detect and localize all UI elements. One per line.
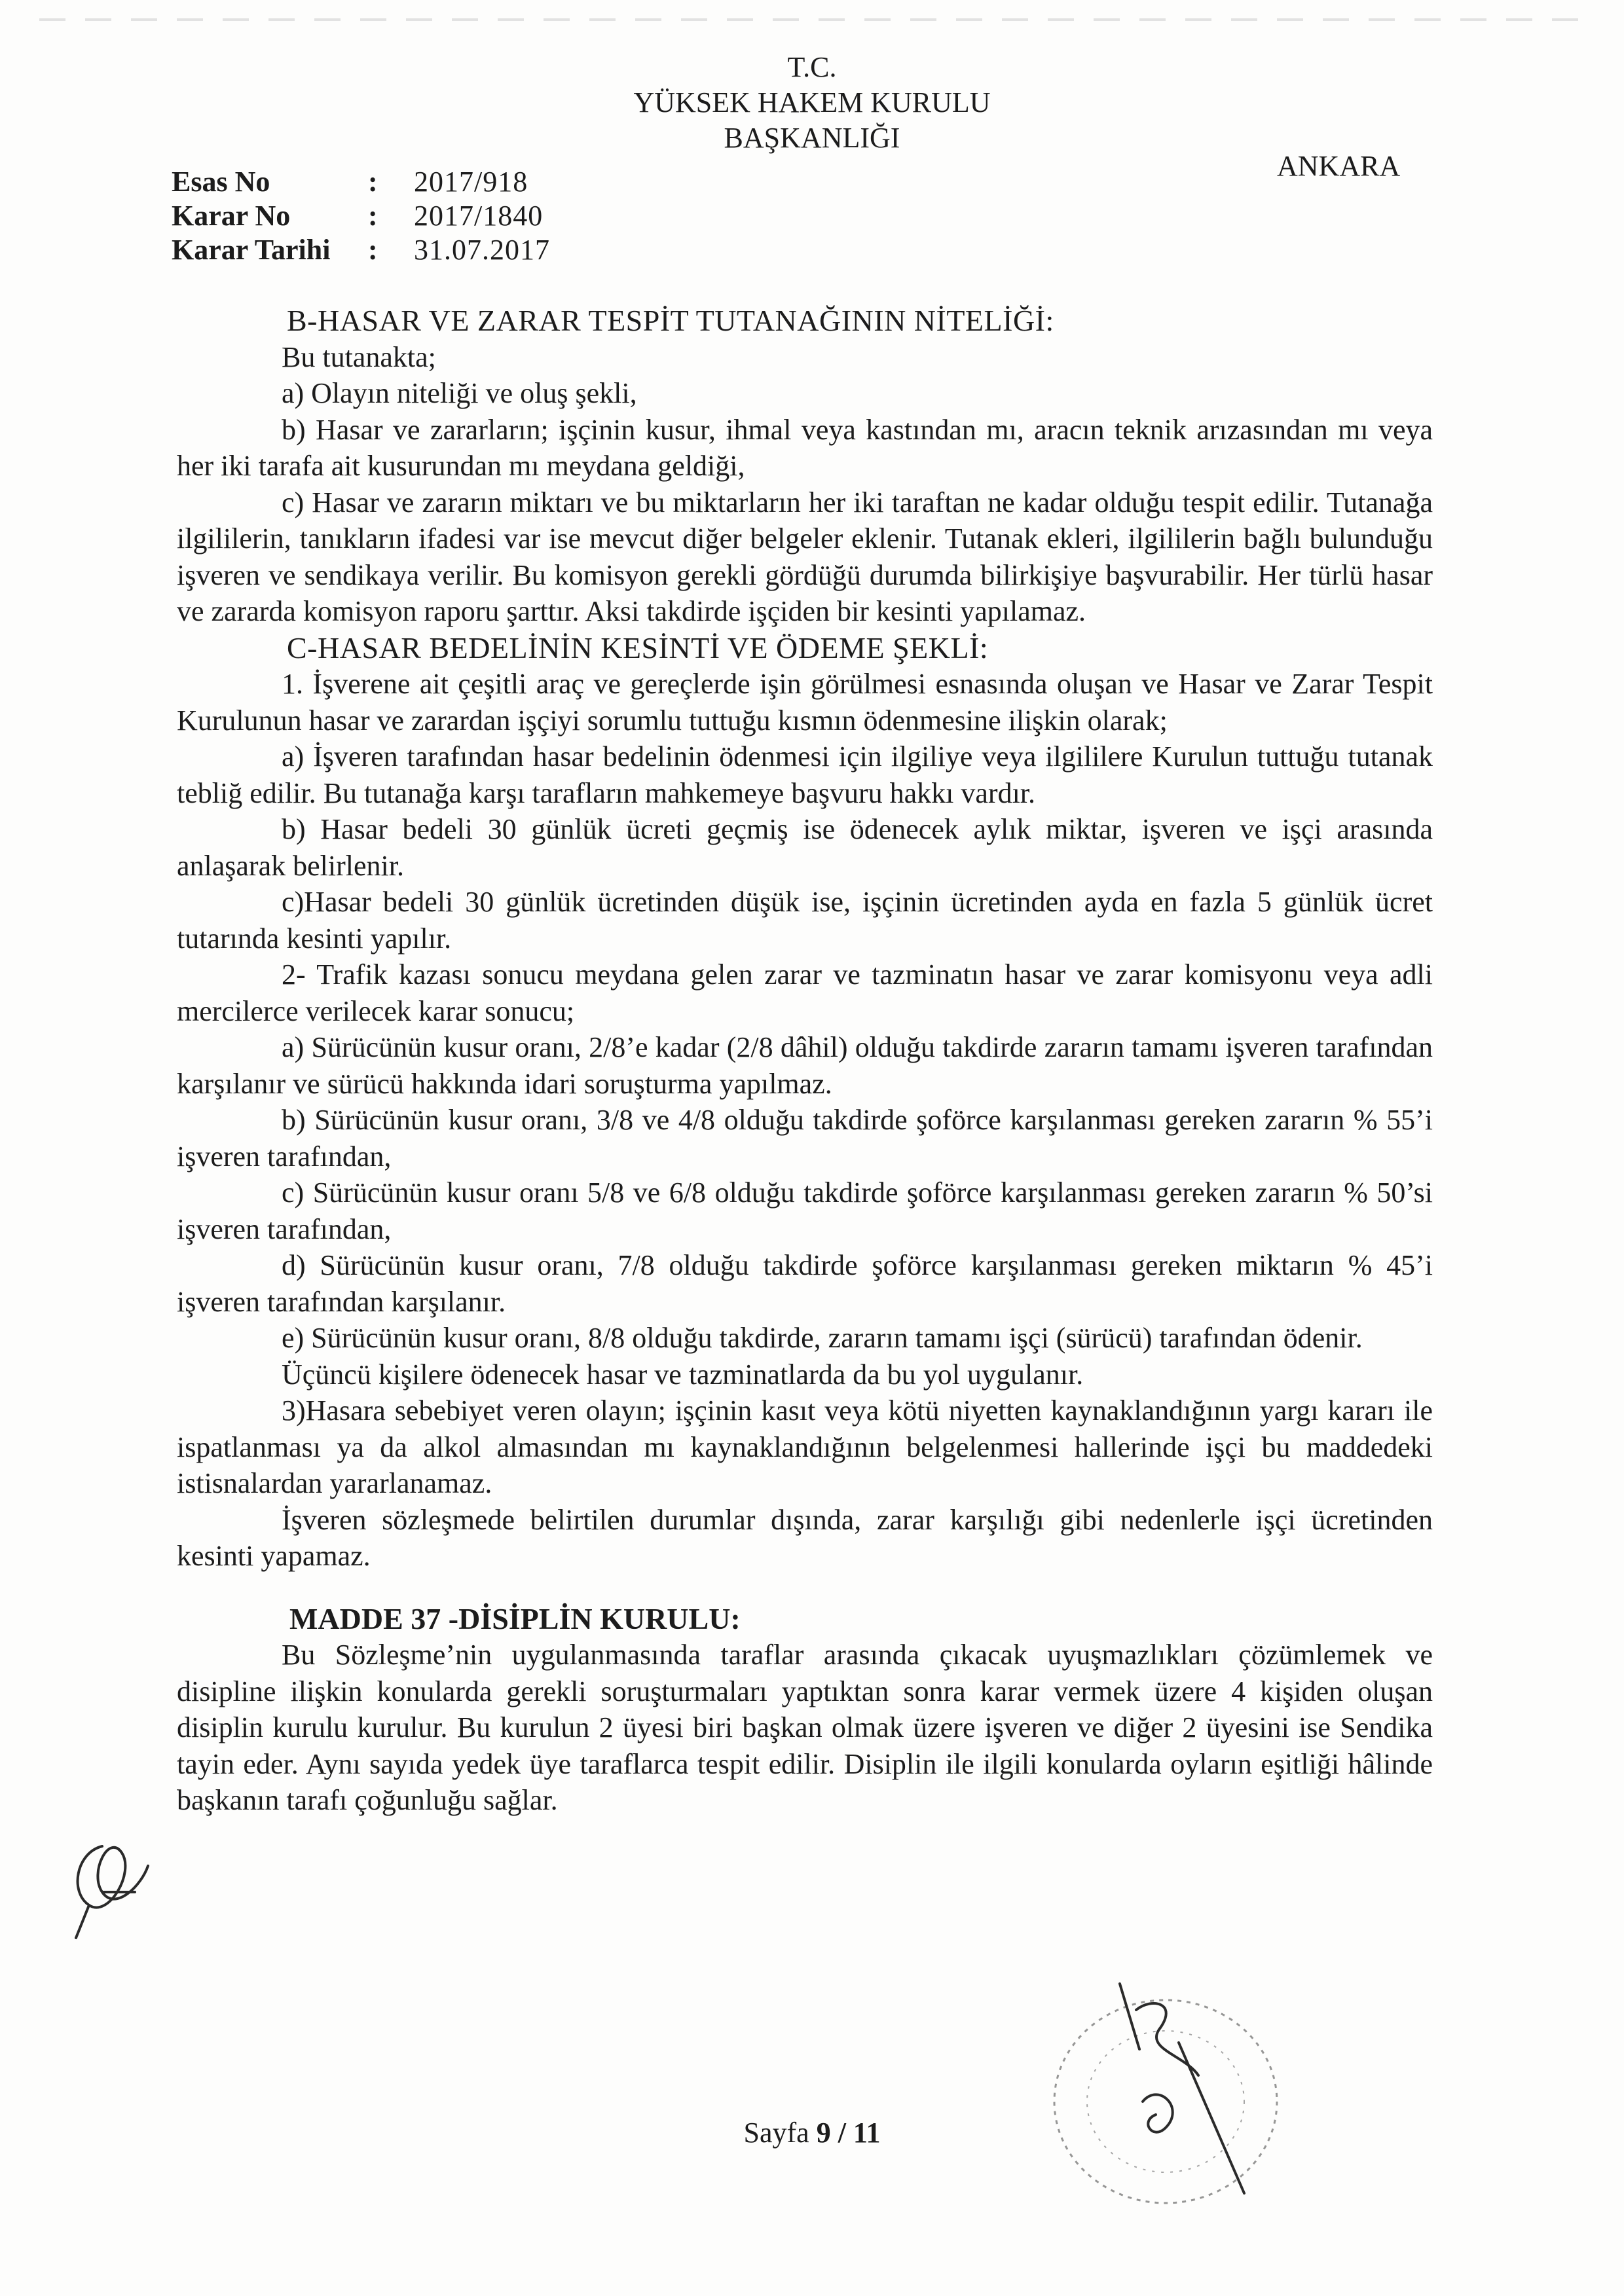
tarih-value: 31.07.2017 — [414, 234, 550, 266]
section-b-item-a: a) Olayın niteliği ve oluş şekli, — [282, 377, 637, 409]
section-c-item-2a: a) Sürücünün kusur oranı, 2/8’e kadar (2/8 dâhil) olduğu takdirde zararın tamamı işveren tarafından karşılanır ve sürücü hakkında idari soruşturma yapılmaz. — [177, 1031, 1433, 1100]
karar-row — [172, 199, 550, 233]
article-37-heading: MADDE 37 -DİSİPLİN KURULU: — [289, 1601, 741, 1635]
header-institution: YÜKSEK HAKEM KURULU — [633, 86, 991, 118]
section-b-item-c: c) Hasar ve zararın miktarı ve bu miktarların her iki taraftan ne kadar olduğu tespit edilir. Tutanağa ilgililerin, tanıkların ifadesi var ise mevcut diğer belgeler eklenir. Tutanak ekleri, ilgililerin bağlı bulunduğu işveren ve sendikaya verilir. Bu komisyon gerekli gördüğü durumda bilirkişiye başvurabilir. Her türlü hasar ve zararda komisyon raporu şarttır. Aksi takdirde işçiden bir kesinti yapılamaz. — [177, 486, 1433, 627]
esas-row — [172, 165, 550, 199]
case-metadata — [172, 165, 550, 267]
section-c-item-2e: e) Sürücünün kusur oranı, 8/8 olduğu takdirde, zararın tamamı işçi (sürücü) tarafından ödenir. — [282, 1322, 1363, 1354]
section-b-heading: B-HASAR VE ZARAR TESPİT TUTANAĞININ NİTELİĞİ: — [287, 304, 1054, 337]
section-c-third-parties: Üçüncü kişilere ödenecek hasar ve tazminatlarda da bu yol uygulanır. — [282, 1358, 1084, 1391]
esas-colon: : — [368, 166, 378, 198]
tarih-row — [172, 233, 550, 267]
section-c-employer-note: İşveren sözleşmede belirtilen durumlar dışında, zarar karşılığı gibi nedenlerle işçi ücretinden kesinti yapamaz. — [177, 1503, 1433, 1572]
karar-colon: : — [368, 200, 378, 232]
tarih-colon: : — [368, 234, 378, 266]
section-c-item-2b: b) Sürücünün kusur oranı, 3/8 ve 4/8 olduğu takdirde şoförce karşılanması gereken zararın % 55’i işveren tarafından, — [177, 1104, 1433, 1173]
section-c-item-1b: b) Hasar bedeli 30 günlük ücreti geçmiş ise ödenecek aylık miktar, işveren ve işçi arasında anlaşarak belirlenir. — [177, 813, 1433, 882]
document-body — [177, 302, 1433, 1819]
initials-signature-icon — [63, 1833, 161, 1944]
section-b-intro: Bu tutanakta; — [282, 340, 436, 373]
scan-edge-artifact — [39, 18, 1585, 21]
section-c-item-1: 1. İşverene ait çeşitli araç ve gereçlerde işin görülmesi esnasında oluşan ve Hasar ve Zarar Tespit Kurulunun hasar ve zarardan işçiyi sorumlu tuttuğu kısmın ödenmesine ilişkin olarak; — [177, 668, 1433, 737]
karar-label: Karar No — [172, 200, 291, 232]
section-c-heading: C-HASAR BEDELİNİN KESİNTİ VE ÖDEME ŞEKLİ: — [287, 630, 989, 665]
page-number — [0, 2116, 1624, 2149]
header-tc: T.C. — [787, 51, 837, 83]
section-c-item-2d: d) Sürücünün kusur oranı, 7/8 olduğu takdirde şoförce karşılanması gereken miktarın % 45’i işveren tarafından karşılanır. — [177, 1249, 1433, 1318]
section-b-item-b: b) Hasar ve zararların; işçinin kusur, ihmal veya kastından mı, aracın teknik arızasından mı veya her iki tarafa ait kusurundan mı meydana geldiği, — [177, 413, 1433, 482]
esas-value: 2017/918 — [414, 166, 528, 198]
section-gap — [177, 1575, 1433, 1601]
header-department: BAŞKANLIĞI — [724, 122, 900, 154]
section-c-item-1c: c)Hasar bedeli 30 günlük ücretinden düşük ise, işçinin ücretinden ayda en fazla 5 günlük ücret tutarında kesinti yapılır. — [177, 886, 1433, 955]
page-count: 9 / 11 — [816, 2117, 881, 2149]
header-city: ANKARA — [1277, 150, 1401, 182]
section-c-item-3: 3)Hasara sebebiyet veren olayın; işçinin kasıt veya kötü niyetten kaynaklandığının yargı kararı ile ispatlanması ya da alkol almasından mı kaynaklandığının belgelenmesi hallerinde işçi bu maddedeki istisnalardan yararlanamaz. — [177, 1394, 1433, 1499]
section-c-item-1a: a) İşveren tarafından hasar bedelinin ödenmesi için ilgiliye veya ilgililere Kurulun tuttuğu tutanak tebliğ edilir. Bu tutanağa karşı tarafların mahkemeye başvuru hakkı vardır. — [177, 740, 1433, 809]
esas-label: Esas No — [172, 166, 270, 198]
karar-value: 2017/1840 — [414, 200, 544, 232]
page-prefix: Sayfa — [743, 2117, 809, 2149]
article-37-text: Bu Sözleşme’nin uygulanmasında taraflar arasında çıkacak uyuşmazlıkları çözümlemek ve disipline ilişkin konularda gerekli soruşturmaları yaptıktan sonra karar vermek üzere 4 kişiden oluşan disiplin kurulu kurulur. Bu kurulun 2 üyesi biri başkan olmak üzere işveren ve diğer 2 üyesini ise Sendika tayin eder. Aynı sayıda yedek üye taraflarca tespit edilir. Disiplin ile ilgili konularda oyların eşitliği hâlinde başkanın tarafı çoğunluğu sağlar. — [177, 1639, 1433, 1816]
official-stamp-icon — [1028, 1971, 1329, 2219]
section-c-item-2c: c) Sürücünün kusur oranı 5/8 ve 6/8 olduğu takdirde şoförce karşılanması gereken zararın % 50’si işveren tarafından, — [177, 1176, 1433, 1245]
section-c-item-2: 2- Trafik kazası sonucu meydana gelen zarar ve tazminatın hasar ve zarar komisyonu veya adli mercilerce verilecek karar sonucu; — [177, 958, 1433, 1027]
tarih-label: Karar Tarihi — [172, 234, 331, 266]
